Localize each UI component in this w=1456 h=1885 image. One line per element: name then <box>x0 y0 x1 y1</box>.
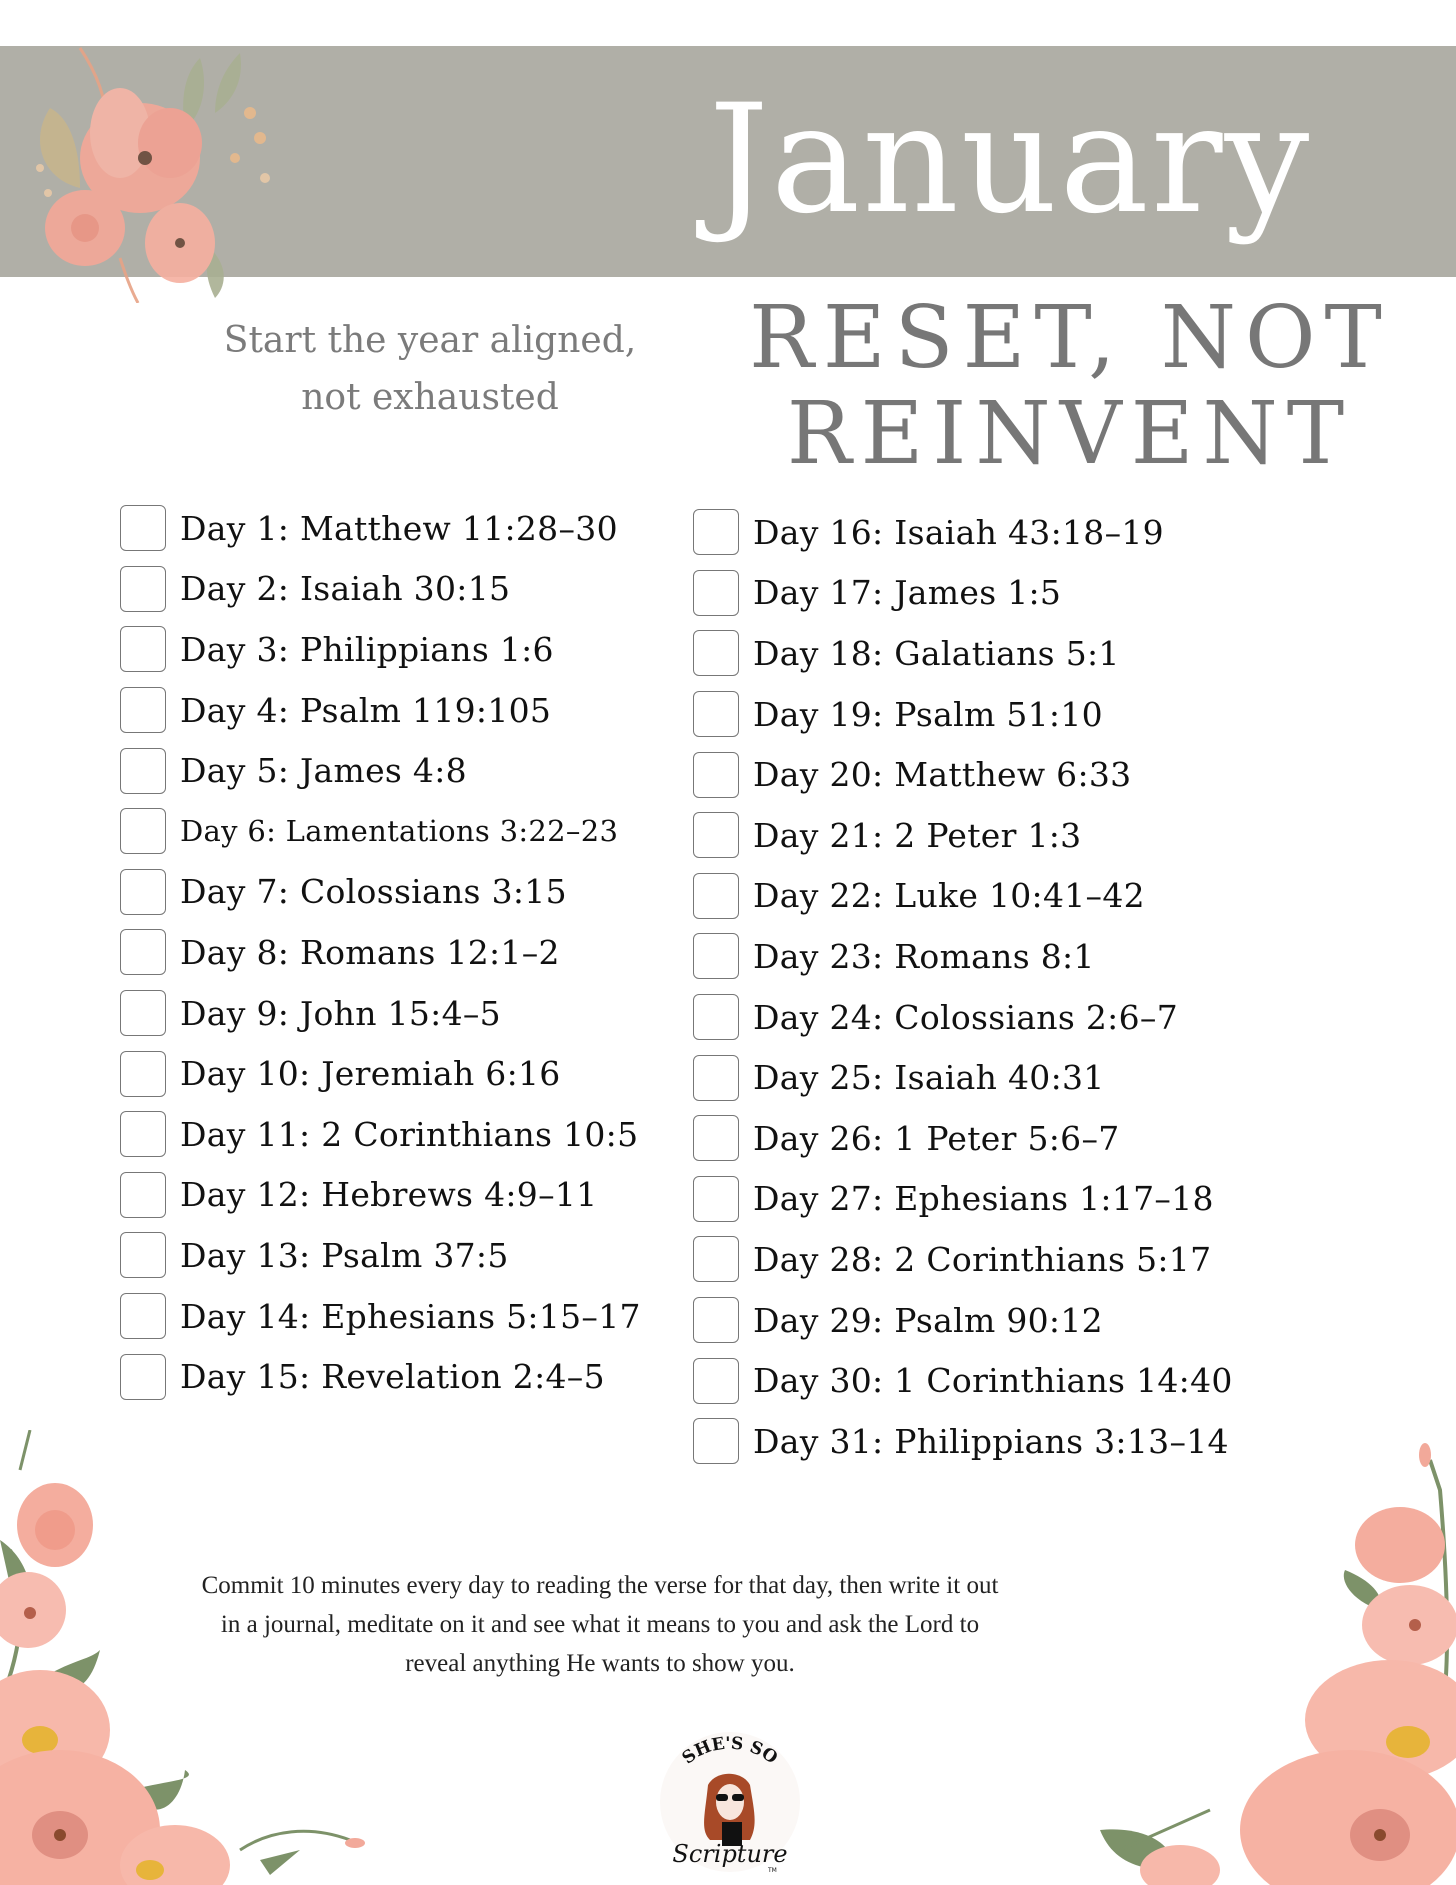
reading-label: Day 8: Romans 12:1–2 <box>180 932 560 972</box>
reading-item[interactable] <box>693 623 1233 684</box>
checkbox[interactable] <box>693 1236 739 1282</box>
shes-so-scripture-logo <box>650 1730 810 1880</box>
reading-item[interactable] <box>693 502 1233 563</box>
checkbox[interactable] <box>120 1232 166 1278</box>
headline-line-2: REINVENT <box>786 384 1354 484</box>
checkbox[interactable] <box>693 1115 739 1161</box>
subtitle <box>190 312 670 426</box>
reading-item[interactable] <box>693 1047 1233 1108</box>
checkbox[interactable] <box>120 1051 166 1097</box>
month-title: January <box>708 73 1312 247</box>
reading-item[interactable] <box>693 1229 1233 1290</box>
checkbox[interactable] <box>693 1297 739 1343</box>
reading-item[interactable] <box>693 1290 1233 1351</box>
reading-label: Day 4: Psalm 119:105 <box>180 690 552 730</box>
reading-label: Day 12: Hebrews 4:9–11 <box>180 1175 598 1215</box>
reading-label: Day 28: 2 Corinthians 5:17 <box>753 1239 1212 1279</box>
theme-headline <box>720 290 1420 482</box>
reading-label: Day 17: James 1:5 <box>753 573 1062 613</box>
reading-item[interactable] <box>693 1169 1233 1230</box>
reading-list-left <box>120 498 641 1407</box>
headline-line-1: RESET, NOT <box>749 288 1391 388</box>
checkbox[interactable] <box>120 1354 166 1400</box>
checkbox[interactable] <box>120 929 166 975</box>
checkbox[interactable] <box>693 691 739 737</box>
reading-list-right <box>693 502 1233 1472</box>
checkbox[interactable] <box>693 873 739 919</box>
reading-label: Day 6: Lamentations 3:22–23 <box>180 814 619 849</box>
reading-item[interactable] <box>693 926 1233 987</box>
checkbox[interactable] <box>120 626 166 672</box>
reading-item[interactable] <box>120 983 641 1044</box>
svg-text:TM: TM <box>768 1867 777 1874</box>
checkbox[interactable] <box>693 570 739 616</box>
reading-item[interactable] <box>120 1104 641 1165</box>
reading-label: Day 13: Psalm 37:5 <box>180 1235 509 1275</box>
subtitle-line-2: not exhausted <box>301 377 559 418</box>
checkbox[interactable] <box>120 1293 166 1339</box>
reading-label: Day 20: Matthew 6:33 <box>753 755 1132 795</box>
reading-item[interactable] <box>120 619 641 680</box>
checkbox[interactable] <box>693 994 739 1040</box>
reading-label: Day 1: Matthew 11:28–30 <box>180 508 618 548</box>
reading-label: Day 22: Luke 10:41–42 <box>753 876 1145 916</box>
reading-label: Day 3: Philippians 1:6 <box>180 629 554 669</box>
reading-item[interactable] <box>120 922 641 983</box>
subtitle-line-1: Start the year aligned, <box>223 320 637 361</box>
reading-label: Day 9: John 15:4–5 <box>180 993 501 1033</box>
checkbox[interactable] <box>120 869 166 915</box>
reading-label: Day 19: Psalm 51:10 <box>753 694 1103 734</box>
reading-item[interactable] <box>120 498 641 559</box>
reading-item[interactable] <box>120 1165 641 1226</box>
reading-label: Day 2: Isaiah 30:15 <box>180 569 511 609</box>
reading-item[interactable] <box>120 559 641 620</box>
reading-item[interactable] <box>693 866 1233 927</box>
checkbox[interactable] <box>693 509 739 555</box>
reading-item[interactable] <box>693 1350 1233 1411</box>
reading-label: Day 30: 1 Corinthians 14:40 <box>753 1361 1233 1401</box>
reading-label: Day 25: Isaiah 40:31 <box>753 1058 1105 1098</box>
reading-label: Day 26: 1 Peter 5:6–7 <box>753 1118 1120 1158</box>
checkbox[interactable] <box>120 1111 166 1157</box>
checkbox[interactable] <box>693 752 739 798</box>
reading-label: Day 15: Revelation 2:4–5 <box>180 1357 605 1397</box>
checkbox[interactable] <box>693 1176 739 1222</box>
reading-item[interactable] <box>120 862 641 923</box>
reading-item[interactable] <box>693 805 1233 866</box>
reading-label: Day 23: Romans 8:1 <box>753 936 1095 976</box>
reading-label: Day 10: Jeremiah 6:16 <box>180 1054 561 1094</box>
checkbox[interactable] <box>120 566 166 612</box>
reading-item[interactable] <box>120 1225 641 1286</box>
svg-text:Scripture: Scripture <box>672 1840 788 1868</box>
reading-label: Day 11: 2 Corinthians 10:5 <box>180 1114 639 1154</box>
checkbox[interactable] <box>693 933 739 979</box>
reading-item[interactable] <box>693 1108 1233 1169</box>
reading-label: Day 31: Philippians 3:13–14 <box>753 1421 1229 1461</box>
checkbox[interactable] <box>120 687 166 733</box>
reading-item[interactable] <box>120 680 641 741</box>
reading-item[interactable] <box>120 801 641 862</box>
reading-item[interactable] <box>693 684 1233 745</box>
instructions-text <box>140 1566 1060 1683</box>
reading-item[interactable] <box>120 1286 641 1347</box>
reading-item[interactable] <box>693 744 1233 805</box>
reading-label: Day 18: Galatians 5:1 <box>753 633 1120 673</box>
checkbox[interactable] <box>120 748 166 794</box>
instructions-line-2: in a journal, meditate on it and see what it means to you and ask the Lord to <box>220 1611 980 1638</box>
reading-label: Day 24: Colossians 2:6–7 <box>753 997 1178 1037</box>
reading-label: Day 16: Isaiah 43:18–19 <box>753 512 1164 552</box>
reading-item[interactable] <box>120 1043 641 1104</box>
floral-bouquet-icon <box>10 18 280 303</box>
checkbox[interactable] <box>120 990 166 1036</box>
checkbox[interactable] <box>693 812 739 858</box>
reading-label: Day 29: Psalm 90:12 <box>753 1300 1103 1340</box>
instructions-line-3: reveal anything He wants to show you. <box>405 1650 795 1677</box>
reading-label: Day 21: 2 Peter 1:3 <box>753 815 1082 855</box>
reading-item[interactable] <box>693 987 1233 1048</box>
reading-label: Day 7: Colossians 3:15 <box>180 872 567 912</box>
checkbox[interactable] <box>693 630 739 676</box>
checkbox[interactable] <box>693 1358 739 1404</box>
reading-label: Day 27: Ephesians 1:17–18 <box>753 1179 1214 1219</box>
reading-item[interactable] <box>120 1346 641 1407</box>
reading-label: Day 14: Ephesians 5:15–17 <box>180 1296 641 1336</box>
checkbox[interactable] <box>693 1418 739 1464</box>
checkbox[interactable] <box>120 808 166 854</box>
reading-item[interactable] <box>693 563 1233 624</box>
floral-corner-right-icon <box>1090 1430 1456 1885</box>
checkbox[interactable] <box>120 505 166 551</box>
checkbox[interactable] <box>120 1172 166 1218</box>
reading-item[interactable] <box>120 740 641 801</box>
instructions-line-1: Commit 10 minutes every day to reading the verse for that day, then write it out <box>201 1572 999 1599</box>
svg-text:SHE'S SO: SHE'S SO <box>678 1733 782 1769</box>
checkbox[interactable] <box>693 1055 739 1101</box>
reading-label: Day 5: James 4:8 <box>180 751 467 791</box>
